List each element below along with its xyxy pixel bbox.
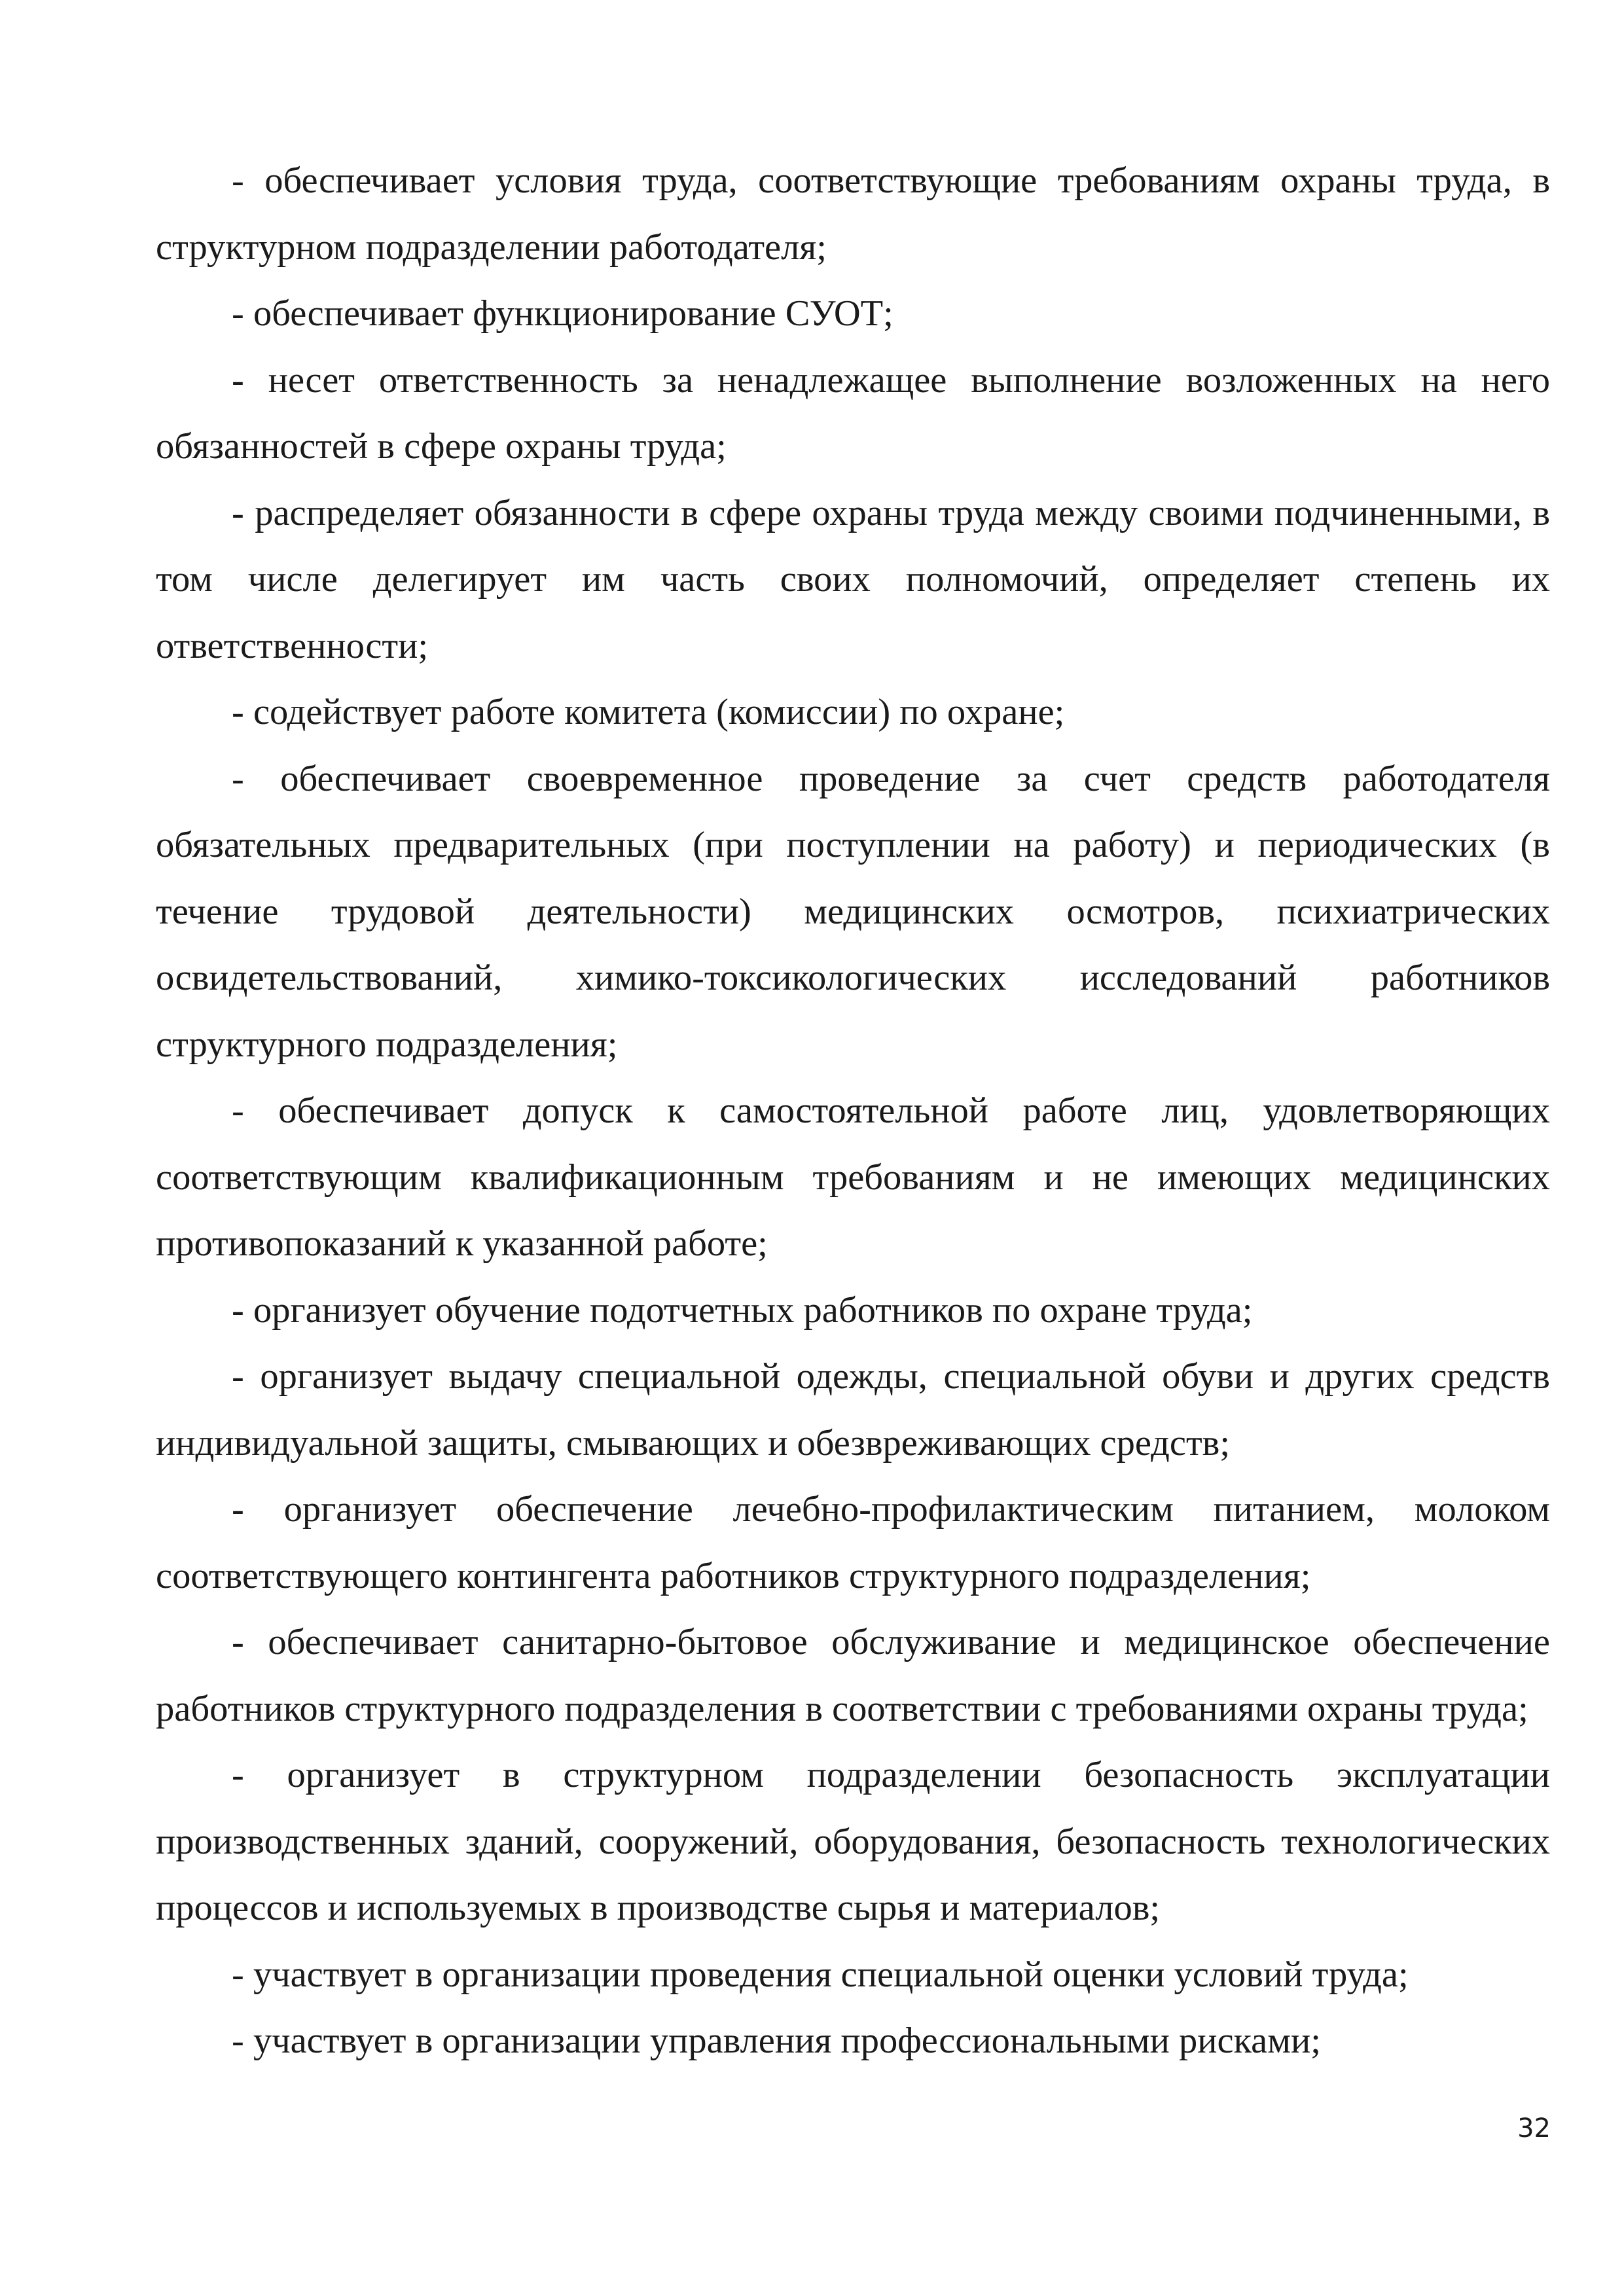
- list-item: - распределяет обязанности в сфере охраны труда между своими подчиненными, в том числе делегирует им часть своих полномочий, определяет степень их ответственности;: [156, 492, 1550, 666]
- page-number: 32: [1517, 2113, 1551, 2144]
- list-item: - обеспечивает своевременное проведение за счет средств работодателя обязательных предварительных (при поступлении на работу) и периодических (в течение трудовой деятельности) медицинских осмотров, психиатрических освидетельствований, химико-токсикологических исследований работников структурного подразделения;: [156, 758, 1550, 1065]
- list-item: - участвует в организации управления профессиональными рисками;: [232, 2020, 1321, 2061]
- list-item: - участвует в организации проведения специальной оценки условий труда;: [232, 1954, 1409, 1995]
- list-item: - обеспечивает условия труда, соответствующие требованиям охраны труда, в структурном подразделении работодателя;: [156, 160, 1550, 268]
- document-body: [156, 148, 1550, 2075]
- list-item: - содействует работе комитета (комиссии) по охране;: [232, 692, 1065, 732]
- list-item: - обеспечивает допуск к самостоятельной работе лиц, удовлетворяющих соответствующим квалификационным требованиям и не имеющих медицинских противопоказаний к указанной работе;: [156, 1090, 1550, 1264]
- list-item: - обеспечивает функционирование СУОТ;: [232, 293, 893, 334]
- list-item: - организует обеспечение лечебно-профилактическим питанием, молоком соответствующего контингента работников структурного подразделения;: [156, 1489, 1550, 1596]
- list-item: - несет ответственность за ненадлежащее выполнение возложенных на него обязанностей в сфере охраны труда;: [156, 359, 1550, 467]
- list-item: - обеспечивает санитарно-бытовое обслуживание и медицинское обеспечение работников структурного подразделения в соответствии с требованиями охраны труда;: [156, 1622, 1550, 1729]
- list-item: - организует в структурном подразделении безопасность эксплуатации производственных зданий, сооружений, оборудования, безопасность технологических процессов и используемых в производстве сырья и материалов;: [156, 1755, 1550, 1928]
- list-item: - организует выдачу специальной одежды, специальной обуви и других средств индивидуальной защиты, смывающих и обезвреживающих средств;: [156, 1356, 1550, 1463]
- list-item: - организует обучение подотчетных работников по охране труда;: [232, 1289, 1253, 1331]
